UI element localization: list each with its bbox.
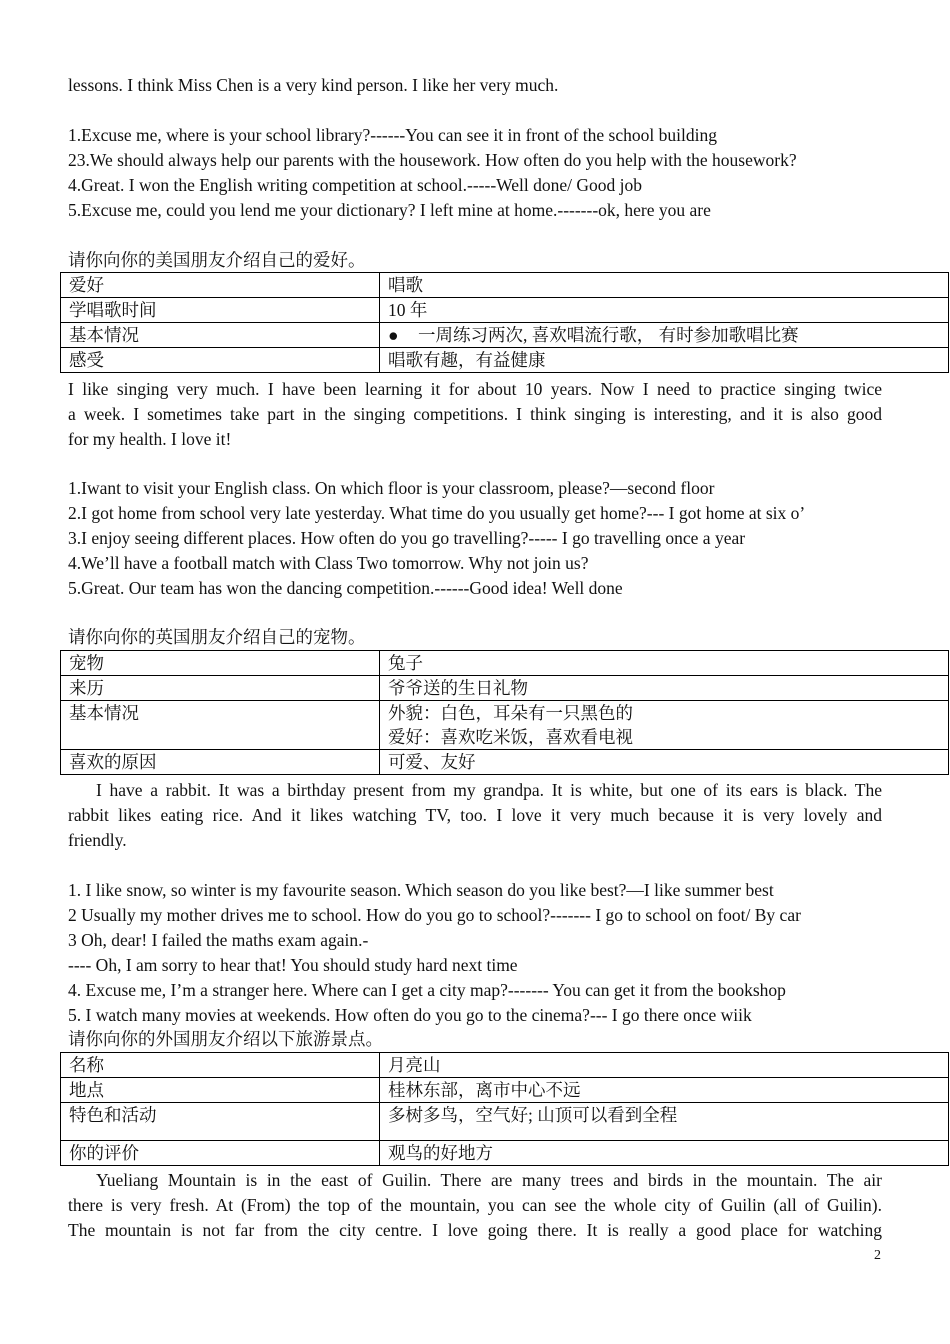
table-cell bbox=[380, 701, 949, 750]
intro-end-text: lessons. I think Miss Chen is a very kind person. I like her very much. bbox=[68, 75, 559, 95]
table-cell: 唱歌有趣，有益健康 bbox=[380, 348, 949, 373]
essay-line: Yueliang Mountain is in the east of Guilin. There are many trees and birds in the mountain. The air bbox=[96, 1170, 882, 1190]
table-cell: 地点 bbox=[61, 1078, 380, 1103]
qa-line: 5. I watch many movies at weekends. How often do you go to the cinema?--- I go there once wiik bbox=[68, 1005, 752, 1025]
qa-line: 3.I enjoy seeing different places. How often do you go travelling?----- I go travelling once a year bbox=[68, 528, 746, 548]
cell-text: 爱好：喜欢吃米饭，喜欢看电视 bbox=[388, 727, 633, 747]
table-row bbox=[61, 1103, 949, 1141]
tourism-table bbox=[60, 1052, 949, 1166]
tourism-prompt: 请你向你的外国朋友介绍以下旅游景点。 bbox=[68, 1029, 383, 1049]
essay-line: rabbit likes eating rice. And it likes watching TV, too. I love it very much because it is very lovely and bbox=[68, 805, 882, 825]
table-cell: 唱歌 bbox=[380, 273, 949, 298]
pet-essay bbox=[68, 778, 882, 853]
table-row bbox=[61, 298, 949, 323]
cell-text: 一周练习两次, 喜欢唱流行歌， 有时参加歌唱比赛 bbox=[418, 325, 799, 345]
essay-line: I have a rabbit. It was a birthday present from my grandpa. It is white, but one of its ears is black. The bbox=[96, 780, 882, 800]
essay-line: I like singing very much. I have been learning it for about 10 years. Now I need to practice singing twice bbox=[68, 379, 882, 399]
qa-line: 1.Iwant to visit your English class. On which floor is your classroom, please?—second floor bbox=[68, 478, 715, 498]
table-cell: 10 年 bbox=[380, 298, 949, 323]
table-row bbox=[61, 750, 949, 775]
table-cell: 桂林东部，离市中心不远 bbox=[380, 1078, 949, 1103]
table-row bbox=[61, 323, 949, 348]
table-row bbox=[61, 273, 949, 298]
table-cell: 月亮山 bbox=[380, 1053, 949, 1078]
essay-line: The mountain is not far from the city centre. I love going there. It is really a good place for watching bbox=[68, 1220, 882, 1240]
qa-line: 1.Excuse me, where is your school library?------You can see it in front of the school building bbox=[68, 125, 717, 145]
bullet-icon: ● bbox=[388, 325, 399, 345]
table-row bbox=[61, 651, 949, 676]
essay-line: a week. I sometimes take part in the singing competitions. I think singing is interesting, and it is also good bbox=[68, 404, 882, 424]
hobby-prompt: 请你向你的美国朋友介绍自己的爱好。 bbox=[68, 250, 366, 270]
pet-table bbox=[60, 650, 949, 775]
table-cell: 喜欢的原因 bbox=[61, 750, 380, 775]
table-cell: 爷爷送的生日礼物 bbox=[380, 676, 949, 701]
table-cell: 特色和活动 bbox=[61, 1103, 380, 1141]
qa-line: 4. Excuse me, I’m a stranger here. Where can I get a city map?------- You can get it from the bookshop bbox=[68, 980, 786, 1000]
table-cell: 来历 bbox=[61, 676, 380, 701]
table-cell: 观鸟的好地方 bbox=[380, 1141, 949, 1166]
qa-line: 4.We’ll have a football match with Class Two tomorrow. Why not join us? bbox=[68, 553, 589, 573]
qa-line: 5.Great. Our team has won the dancing competition.------Good idea! Well done bbox=[68, 578, 623, 598]
table-cell: 多树多鸟，空气好; 山顶可以看到全程 bbox=[380, 1103, 949, 1141]
table-cell: 基本情况 bbox=[61, 701, 380, 750]
table-cell bbox=[380, 323, 949, 348]
qa-line: 3 Oh, dear! I failed the maths exam again.- bbox=[68, 930, 369, 950]
table-cell: 可爱、友好 bbox=[380, 750, 949, 775]
qa-line: 5.Excuse me, could you lend me your dictionary? I left mine at home.-------ok, here you are bbox=[68, 200, 711, 220]
table-cell: 学唱歌时间 bbox=[61, 298, 380, 323]
essay-line: there is very fresh. At (From) the top of the mountain, you can see the whole city of Guilin (all of Guilin). bbox=[68, 1195, 882, 1215]
essay-line: friendly. bbox=[68, 830, 127, 850]
table-cell: 基本情况 bbox=[61, 323, 380, 348]
cell-text: 外貌：白色，耳朵有一只黑色的 bbox=[388, 703, 633, 723]
page-number: 2 bbox=[874, 1248, 881, 1263]
table-cell: 名称 bbox=[61, 1053, 380, 1078]
essay-line: for my health. I love it! bbox=[68, 429, 232, 449]
hobby-essay bbox=[68, 377, 882, 452]
qa-line: ---- Oh, I am sorry to hear that! You should study hard next time bbox=[68, 955, 518, 975]
table-row bbox=[61, 1053, 949, 1078]
table-cell: 爱好 bbox=[61, 273, 380, 298]
table-cell: 你的评价 bbox=[61, 1141, 380, 1166]
table-cell: 兔子 bbox=[380, 651, 949, 676]
table-cell: 感受 bbox=[61, 348, 380, 373]
pet-prompt: 请你向你的英国朋友介绍自己的宠物。 bbox=[68, 627, 366, 647]
qa-line: 2 Usually my mother drives me to school. How do you go to school?------- I go to school on foot/ By car bbox=[68, 905, 801, 925]
tourism-essay bbox=[68, 1168, 882, 1243]
hobby-table bbox=[60, 272, 949, 373]
table-cell: 宠物 bbox=[61, 651, 380, 676]
table-row bbox=[61, 1078, 949, 1103]
table-row bbox=[61, 676, 949, 701]
table-row bbox=[61, 1141, 949, 1166]
qa-line: 23.We should always help our parents with the housework. How often do you help with the housework? bbox=[68, 150, 797, 170]
qa-line: 4.Great. I won the English writing competition at school.-----Well done/ Good job bbox=[68, 175, 643, 195]
qa-line: 1. I like snow, so winter is my favourite season. Which season do you like best?—I like summer best bbox=[68, 880, 774, 900]
table-row bbox=[61, 701, 949, 750]
qa-line: 2.I got home from school very late yesterday. What time do you usually get home?--- I got home at six o’ bbox=[68, 503, 806, 523]
table-row bbox=[61, 348, 949, 373]
